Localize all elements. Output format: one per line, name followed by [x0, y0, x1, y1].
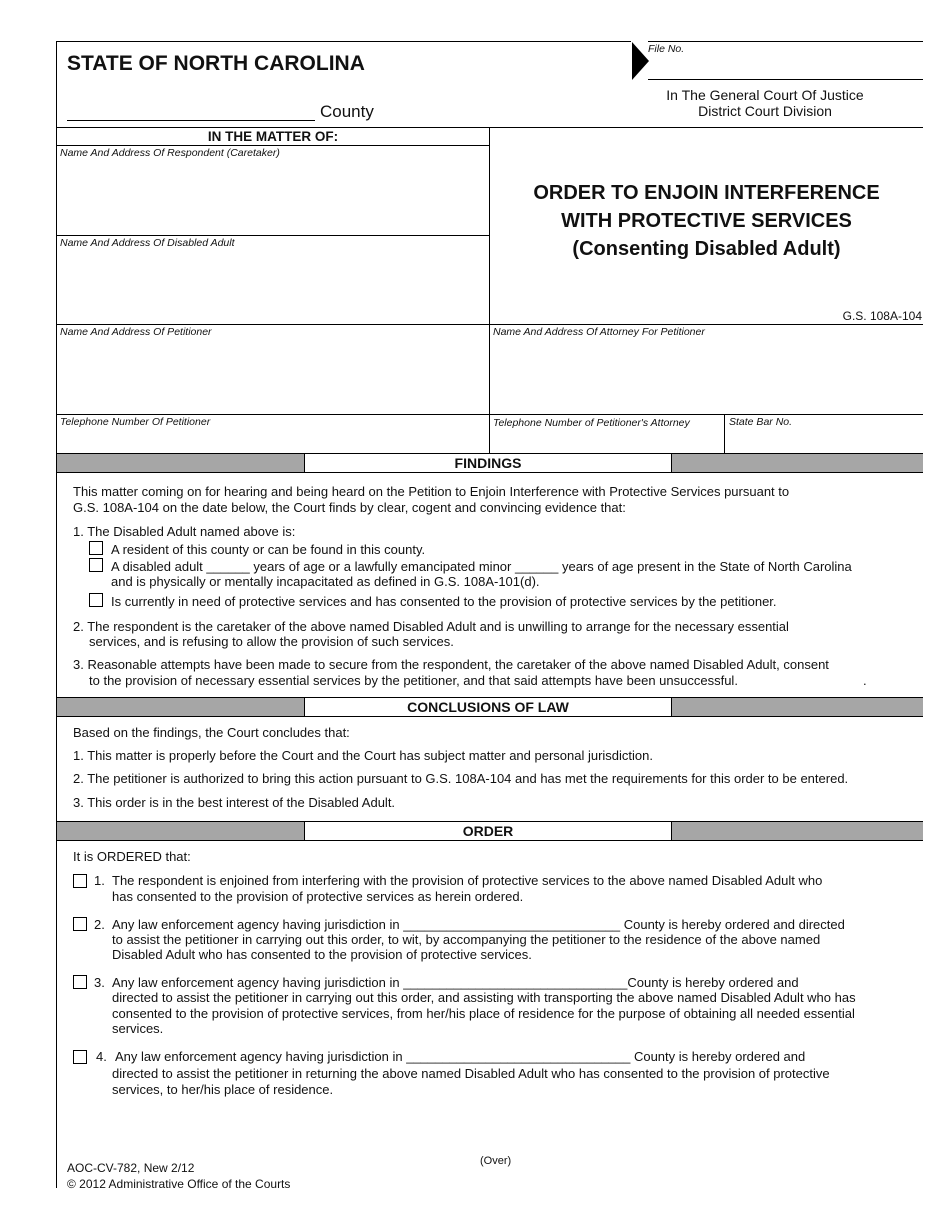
- conclusions-bar: [57, 697, 923, 717]
- left-border: [56, 41, 57, 1188]
- rule-3: [57, 414, 923, 415]
- checkbox-order-3[interactable]: [73, 975, 87, 989]
- finding-3-dot: .: [863, 673, 867, 688]
- order-3-line-4: services.: [112, 1021, 164, 1036]
- copyright: © 2012 Administrative Office of the Courts: [67, 1177, 291, 1191]
- form-title-line-2: WITH PROTECTIVE SERVICES: [561, 210, 852, 232]
- file-no-arrow-icon: [632, 42, 649, 80]
- court-line-2: District Court Division: [698, 103, 832, 119]
- option-resident: A resident of this county or can be found in this county.: [111, 542, 426, 557]
- petitioner-phone-label: Telephone Number Of Petitioner: [60, 416, 211, 428]
- order-2-line-2: to assist the petitioner in carrying out this order, to wit, by accompanying the petitioner to the residence of the above named: [112, 932, 821, 947]
- form-title-line-1: ORDER TO ENJOIN INTERFERENCE: [533, 182, 880, 204]
- order-3-num: 3.: [94, 975, 105, 990]
- matter-rule: [57, 145, 489, 146]
- county-blank: [67, 120, 315, 121]
- county-label: County: [320, 102, 374, 121]
- in-the-matter: IN THE MATTER OF:: [207, 129, 339, 144]
- findings-intro-1: This matter coming on for hearing and being heard on the Petition to Enjoin Interference with Protective Services pursuant to: [73, 484, 790, 499]
- center-divider: [489, 127, 490, 453]
- disabled-adult-label: Name And Address Of Disabled Adult: [60, 237, 235, 249]
- finding-1: 1. The Disabled Adult named above is:: [73, 524, 296, 539]
- option-age-line-1: A disabled adult ______ years of age or a lawfully emancipated minor ______ years of age present in the State of North Carolina: [111, 559, 852, 574]
- petitioner-label: Name And Address Of Petitioner: [60, 326, 212, 338]
- checkbox-needs-services[interactable]: [89, 593, 103, 607]
- order-4-line-2: directed to assist the petitioner in returning the above named Disabled Adult who has consented to the provision of protective: [112, 1066, 830, 1081]
- order-1-num: 1.: [94, 873, 105, 888]
- file-no-label: File No.: [648, 43, 685, 55]
- order-3-line-2: directed to assist the petitioner in carrying out this order, and assisting with transporting the above named Disabled Adult who has: [112, 990, 856, 1005]
- finding-2-line-2: services, and is refusing to allow the provision of such services.: [89, 634, 454, 649]
- form-number: AOC-CV-782, New 2/12: [67, 1161, 195, 1175]
- rule-1: [57, 235, 489, 236]
- state-name: STATE OF NORTH CAROLINA: [67, 52, 365, 75]
- statute-ref: G.S. 108A-104: [842, 309, 922, 323]
- conclusions-heading: CONCLUSIONS OF LAW: [304, 698, 672, 716]
- order-intro: It is ORDERED that:: [73, 849, 191, 864]
- finding-3-line-1: 3. Reasonable attempts have been made to secure from the respondent, the caretaker of the above named Disabled Adult, consent: [73, 657, 829, 672]
- conclusion-2: 2. The petitioner is authorized to bring this action pursuant to G.S. 108A-104 and has met the requirements for this order to be entered.: [73, 771, 849, 786]
- attorney-label: Name And Address Of Attorney For Petitioner: [493, 326, 705, 338]
- respondent-label: Name And Address Of Respondent (Caretaker): [60, 147, 280, 159]
- state-bar-label: State Bar No.: [729, 416, 793, 428]
- order-4-line-3: services, to her/his place of residence.: [112, 1082, 334, 1097]
- checkbox-resident[interactable]: [89, 541, 103, 555]
- conclusion-1: 1. This matter is properly before the Court and the Court has subject matter and personal jurisdiction.: [73, 748, 653, 763]
- finding-3-line-2: to the provision of necessary essential services by the petitioner, and that said attempts have been unsuccessful.: [89, 673, 738, 688]
- finding-2-line-1: 2. The respondent is the caretaker of the above named Disabled Adult and is unwilling to arrange for the necessary essential: [73, 619, 789, 634]
- order-2-num: 2.: [94, 917, 105, 932]
- findings-intro-2: G.S. 108A-104 on the date below, the Court finds by clear, cogent and convincing evidence that:: [73, 500, 626, 515]
- order-4-num: 4.: [96, 1049, 107, 1064]
- order-3-line-1: Any law enforcement agency having jurisdiction in _______________________________County is hereby ordered and: [112, 975, 799, 990]
- top-border-right: [648, 41, 923, 42]
- order-3-line-3: consented to the provision of protective services, from her/his place of residence for the purpose of obtaining all needed essential: [112, 1006, 855, 1021]
- conclusions-intro: Based on the findings, the Court concludes that:: [73, 725, 350, 740]
- checkbox-order-1[interactable]: [73, 874, 87, 888]
- order-4-line-1: Any law enforcement agency having jurisdiction in _______________________________ County is hereby ordered and: [115, 1049, 806, 1064]
- conclusion-3: 3. This order is in the best interest of the Disabled Adult.: [73, 795, 396, 810]
- findings-bar: [57, 453, 923, 473]
- court-line-1: In The General Court Of Justice: [666, 87, 864, 103]
- top-border: [56, 41, 631, 42]
- checkbox-order-2[interactable]: [73, 917, 87, 931]
- order-2-line-1: Any law enforcement agency having jurisdiction in ______________________________ County is hereby ordered and directed: [112, 917, 845, 932]
- checkbox-order-4[interactable]: [73, 1050, 87, 1064]
- order-1-line-1: The respondent is enjoined from interfering with the provision of protective services to the above named Disabled Adult who: [112, 873, 823, 888]
- file-no-line: [648, 79, 923, 80]
- header-rule: [57, 127, 923, 128]
- order-bar: [57, 821, 923, 841]
- order-1-line-2: has consented to the provision of protective services as herein ordered.: [112, 889, 524, 904]
- checkbox-disabled-adult-age[interactable]: [89, 558, 103, 572]
- findings-heading: FINDINGS: [304, 454, 672, 472]
- option-needs-services: Is currently in need of protective services and has consented to the provision of protective services by the petitioner.: [111, 594, 777, 609]
- attorney-phone-label: Telephone Number of Petitioner's Attorney: [493, 417, 690, 429]
- order-heading: ORDER: [304, 822, 672, 840]
- rule-2: [57, 324, 923, 325]
- over-note: (Over): [480, 1155, 512, 1167]
- bar-divider: [724, 414, 725, 453]
- option-age-line-2: and is physically or mentally incapacitated as defined in G.S. 108A-101(d).: [111, 574, 540, 589]
- form-title-line-3: (Consenting Disabled Adult): [572, 238, 841, 260]
- order-2-line-3: Disabled Adult who has consented to the provision of protective services.: [112, 947, 532, 962]
